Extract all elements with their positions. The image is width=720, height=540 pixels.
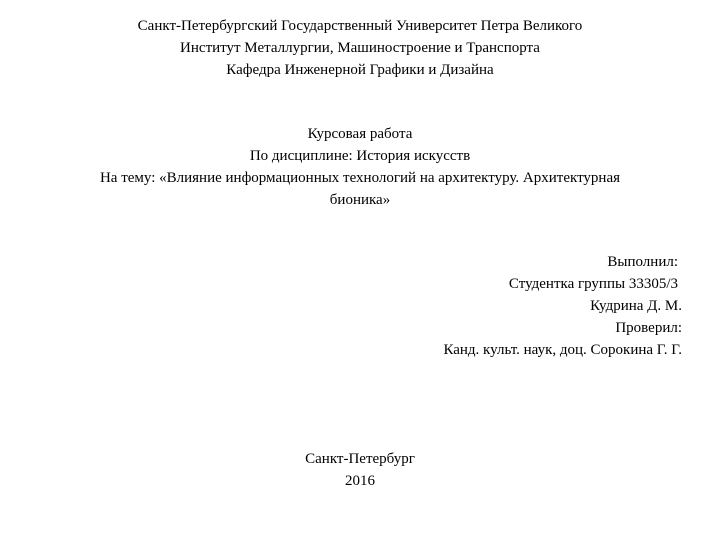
university-name: Санкт-Петербургский Государственный Университет Петра Великого [137, 18, 583, 34]
student-name: Кудрина Д. М. [590, 298, 682, 314]
work-type: Курсовая работа [307, 126, 413, 142]
student-group: Студентка группы 33305/3 [508, 276, 678, 292]
institute-name: Институт Металлургии, Машиностроение и Транспорта [180, 40, 540, 56]
city: Санкт-Петербург [305, 451, 415, 467]
topic-line-1: На тему: «Влияние информационных технологий на архитектуру. Архитектурная [99, 170, 621, 186]
checked-label: Проверил: [615, 320, 682, 336]
discipline: По дисциплине: История искусств [249, 148, 471, 164]
department-name: Кафедра Инженерной Графики и Дизайна [226, 62, 494, 78]
performed-label: Выполнил: [607, 254, 678, 270]
topic-line-2: бионика» [329, 192, 391, 208]
checker-name: Канд. культ. наук, доц. Сорокина Г. Г. [443, 342, 682, 358]
year: 2016 [345, 473, 375, 489]
